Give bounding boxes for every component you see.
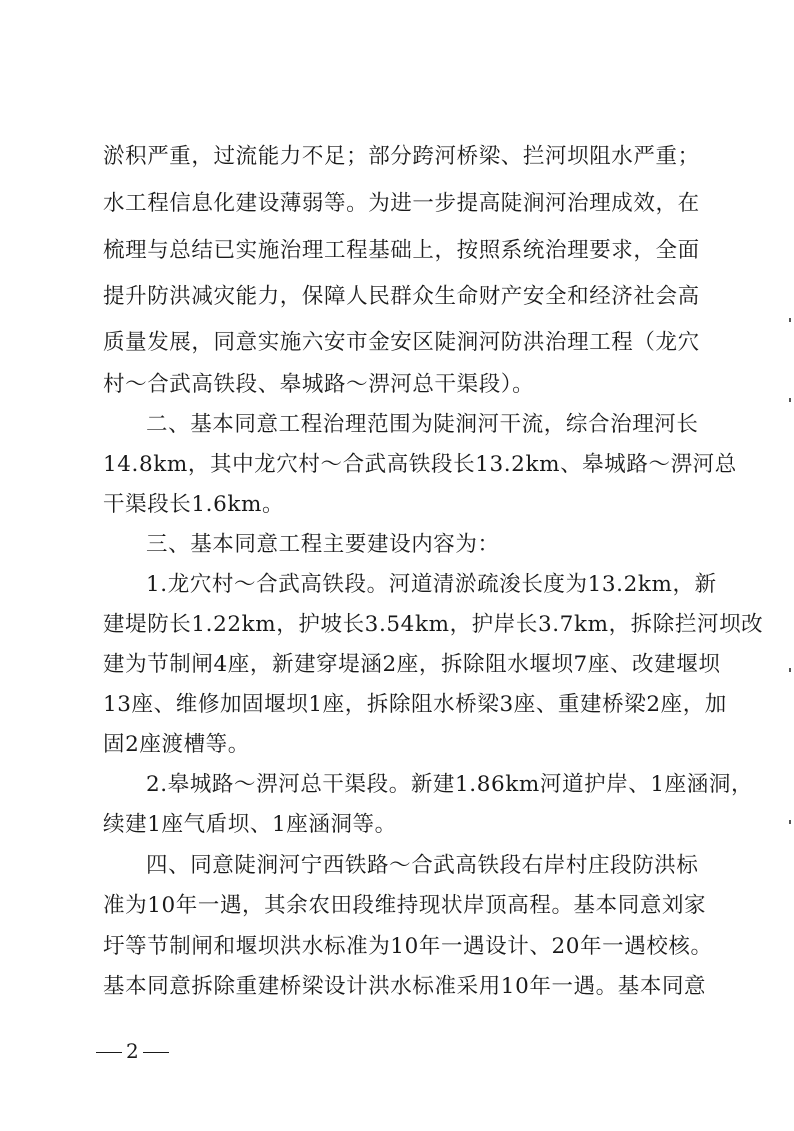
text-line: 14.8km，其中龙穴村～合武高铁段长13.2km、皋城路～淠河总 (103, 452, 737, 477)
text-line: 建为节制闸4座，新建穿堤涵2座，拆除阻水堰坝7座、改建堰坝 (103, 652, 721, 677)
scan-mark (789, 668, 791, 672)
scan-mark (789, 318, 791, 322)
text-line: 水工程信息化建设薄弱等。为进一步提高陡涧河治理成效，在 (103, 191, 700, 216)
text-line: 提升防洪减灾能力，保障人民群众生命财产安全和经济社会高 (103, 284, 700, 309)
footer-dash-right (143, 1052, 169, 1054)
text-line: 1.龙穴村～合武高铁段。河道清淤疏浚长度为13.2km，新 (146, 572, 717, 597)
text-line: 基本同意拆除重建桥梁设计洪水标准采用10年一遇。基本同意 (103, 974, 707, 999)
text-line: 二、基本同意工程治理范围为陡涧河干流，综合治理河长 (146, 412, 699, 437)
text-line: 续建1座气盾坝、1座涵洞等。 (103, 812, 397, 837)
text-line: 建堤防长1.22km，护坡长3.54km，护岸长3.7km，拆除拦河坝改 (103, 612, 764, 637)
text-line: 四、同意陡涧河宁西铁路～合武高铁段右岸村庄段防洪标 (146, 853, 699, 878)
text-line: 梳理与总结已实施治理工程基础上，按照系统治理要求，全面 (103, 238, 700, 263)
text-line: 质量发展，同意实施六安市金安区陡涧河防洪治理工程（龙穴 (103, 330, 700, 355)
text-line: 村～合武高铁段、皋城路～淠河总干渠段）。 (103, 372, 535, 397)
scan-mark (789, 398, 791, 402)
text-line: 准为10年一遇，其余农田段维持现状岸顶高程。基本同意刘家 (103, 893, 707, 918)
text-line: 干渠段长1.6km。 (103, 492, 285, 517)
page-number: 2 (126, 1039, 139, 1063)
footer-dash-left (96, 1052, 122, 1054)
text-line: 13座、维修加固堰坝1座，拆除阻水桥梁3座、重建桥梁2座，加 (103, 692, 727, 717)
text-line: 固2座渡槽等。 (103, 732, 250, 757)
text-line: 圩等节制闸和堰坝洪水标准为10年一遇设计、20年一遇校核。 (103, 934, 713, 959)
page-footer (92, 1038, 173, 1064)
text-line: 三、基本同意工程主要建设内容为： (146, 532, 500, 557)
text-line: 淤积严重，过流能力不足；部分跨河桥梁、拦河坝阻水严重； (103, 144, 700, 169)
scan-mark (789, 820, 791, 824)
text-line: 2.皋城路～淠河总干渠段。新建1.86km河道护岸、1座涵洞， (146, 772, 754, 797)
